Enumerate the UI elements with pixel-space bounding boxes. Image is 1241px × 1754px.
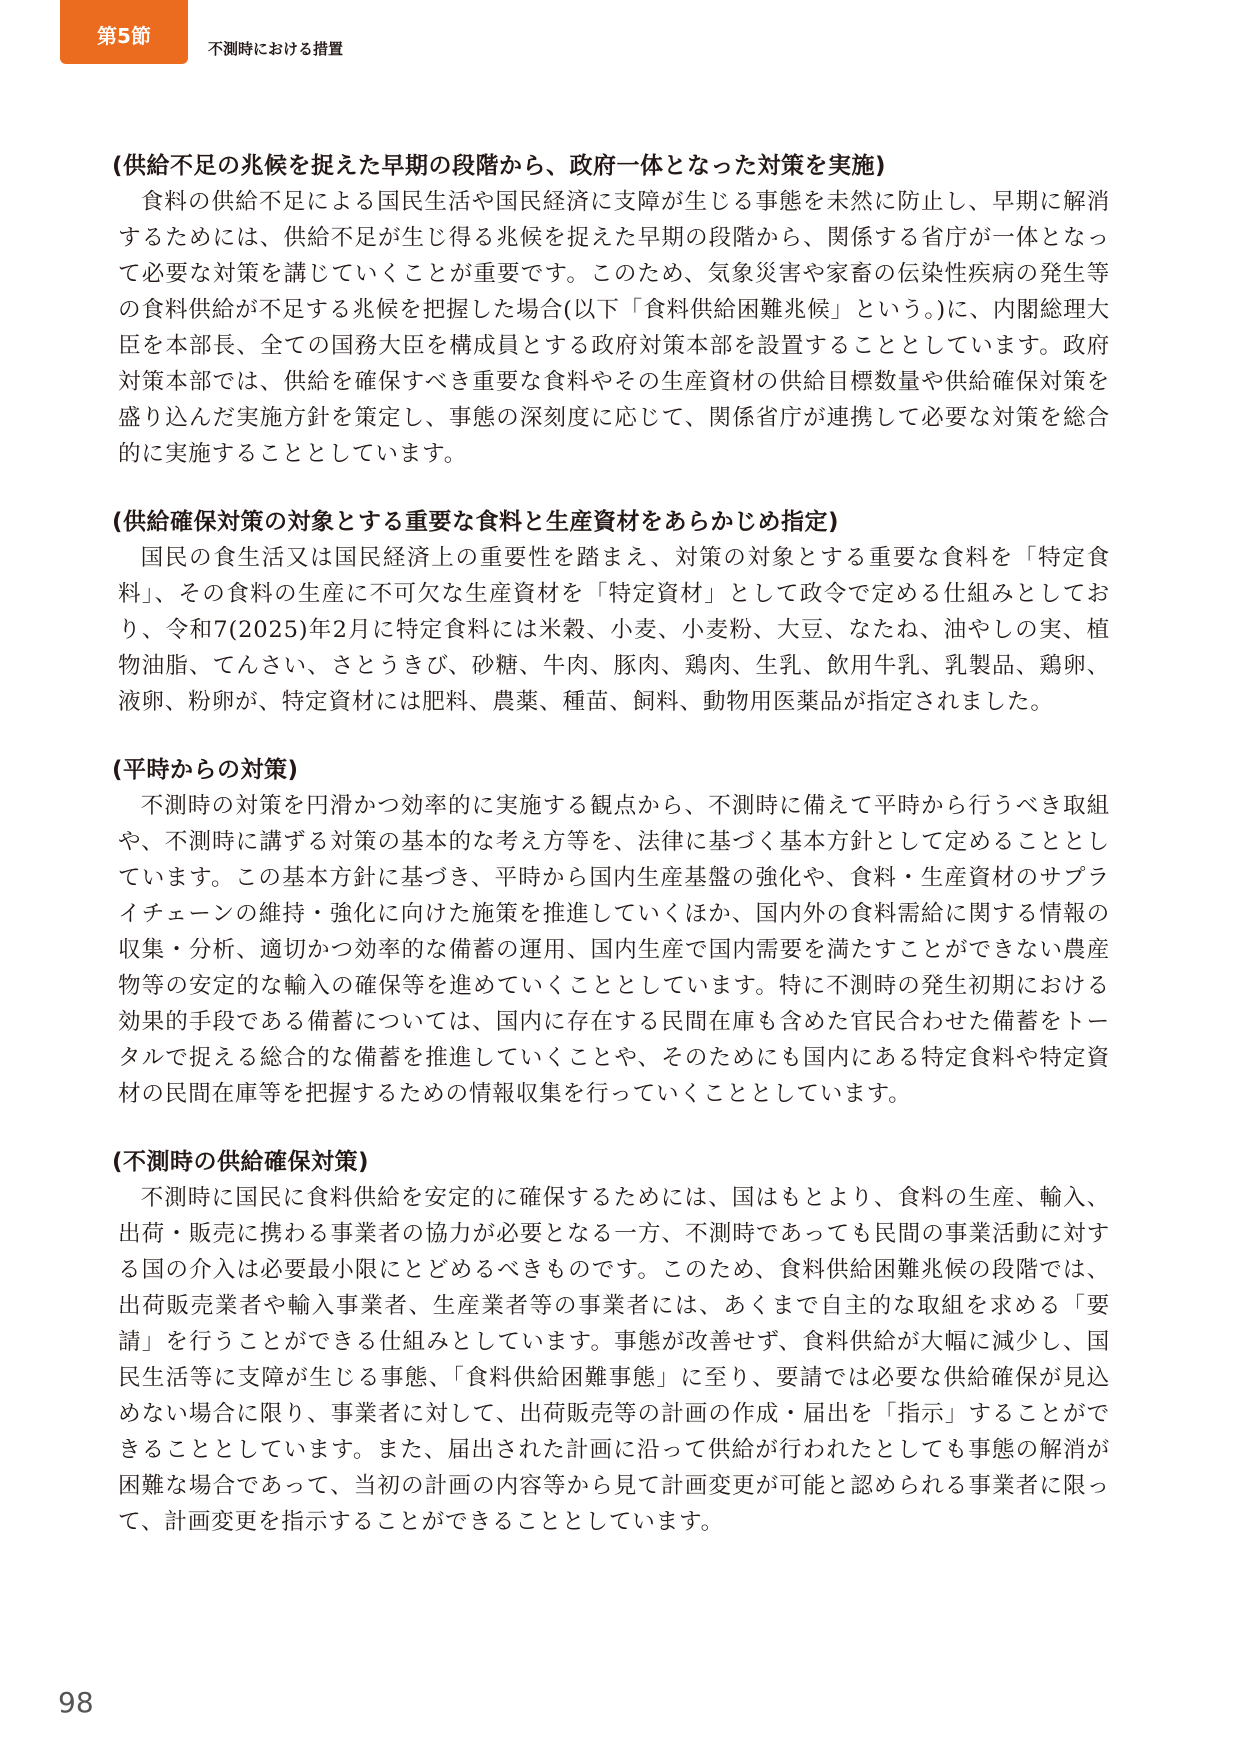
section-heading: (供給不足の兆候を捉えた早期の段階から、政府一体となった対策を実施) [112,153,887,179]
section-label: 第5節 [97,23,151,48]
section-paragraph: 食料の供給不足による国民生活や国民経済に支障が生じる事態を未然に防止し、早期に解消するためには、供給不足が生じ得る兆候を捉えた早期の段階から、関係する省庁が一体となって必要な対策を講じていくことが重要です。このため、気象災害や家畜の伝染性疾病の発生等の食料供給が不足する兆候を把握した場合(以下「食料供給困難兆候」という。)に、内閣総理大臣を本部長、全ての国務大臣を構成員とする政府対策本部を設置することとしています。政府対策本部では、供給を確保すべき重要な食料やその生産資材の供給目標数量や供給確保対策を盛り込んだ実施方針を策定し、事態の深刻度に応じて、関係省庁が連携して必要な対策を総合的に実施することとしています。 [118,189,1110,467]
section-emergency [112,1144,1110,1540]
section-paragraph: 不測時の対策を円滑かつ効率的に実施する観点から、不測時に備えて平時から行うべき取組や、不測時に講ずる対策の基本的な考え方等を、法律に基づく基本方針として定めることとしています。この基本方針に基づき、平時から国内生産基盤の強化や、食料・生産資材のサプライチェーンの維持・強化に向けた施策を推進していくほか、国内外の食料需給に関する情報の収集・分析、適切かつ効率的な備蓄の運用、国内生産で国内需要を満たすことができない農産物等の安定的な輸入の確保等を進めていくこととしています。特に不測時の発生初期における効果的手段である備蓄については、国内に存在する民間在庫も含めた官民合わせた備蓄をトータルで捉える総合的な備蓄を推進していくことや、そのためにも国内にある特定食料や特定資材の民間在庫等を把握するための情報収集を行っていくこととしています。 [118,793,1110,1107]
section-tab [60,0,188,64]
section-peacetime [112,752,1110,1112]
main-content [112,148,1110,1540]
section-paragraph: 不測時に国民に食料供給を安定的に確保するためには、国はもとより、食料の生産、輸入、出荷・販売に携わる事業者の協力が必要となる一方、不測時であっても民間の事業活動に対する国の介入は必要最小限にとどめるべきものです。このため、食料供給困難兆候の段階では、出荷販売業者や輸入事業者、生産業者等の事業者には、あくまで自主的な取組を求める「要請」を行うことができる仕組みとしています。事態が改善せず、食料供給が大幅に減少し、国民生活等に支障が生じる事態、「食料供給困難事態」に至り、要請では必要な供給確保が見込めない場合に限り、事業者に対して、出荷販売等の計画の作成・届出を「指示」することができることとしています。また、届出された計画に沿って供給が行われたとしても事態の解消が困難な場合であって、当初の計画の内容等から見て計画変更が可能と認められる事業者に限って、計画変更を指示することができることとしています。 [118,1185,1110,1535]
page-number: 98 [58,1686,94,1719]
section-heading: (供給確保対策の対象とする重要な食料と生産資材をあらかじめ指定) [112,509,840,535]
section-early-stage [112,148,1110,472]
section-designation [112,504,1110,720]
running-header-title: 不測時における措置 [208,40,344,58]
section-paragraph: 国民の食生活又は国民経済上の重要性を踏まえ、対策の対象とする重要な食料を「特定食料」、その食料の生産に不可欠な生産資材を「特定資材」として政令で定める仕組みとしており、令和7(2025)年2月に特定食料には米穀、小麦、小麦粉、大豆、なたね、油やしの実、植物油脂、てんさい、さとうきび、砂糖、牛肉、豚肉、鶏肉、生乳、飲用牛乳、乳製品、鶏卵、液卵、粉卵が、特定資材には肥料、農薬、種苗、飼料、動物用医薬品が指定されました。 [118,545,1110,715]
section-heading: (不測時の供給確保対策) [112,1149,370,1175]
section-heading: (平時からの対策) [112,757,299,783]
